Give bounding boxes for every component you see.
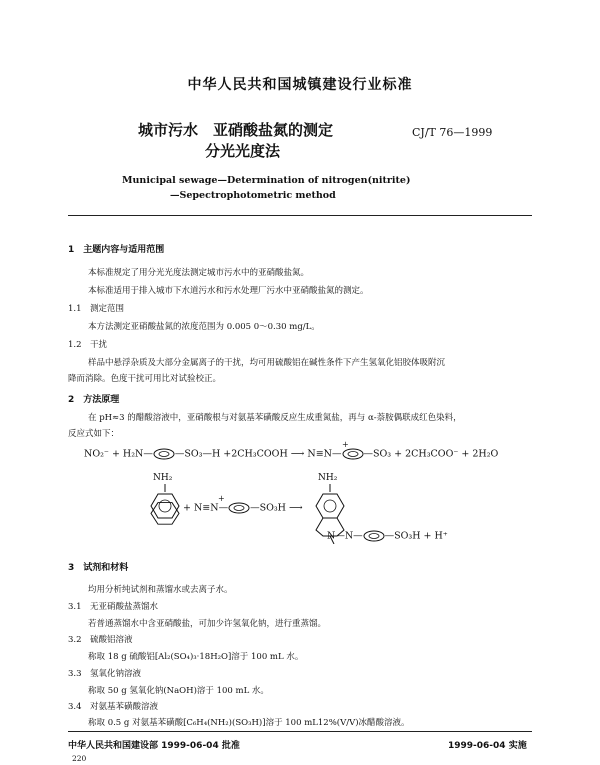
english-title-line2: —Sepectrophotometric method <box>170 190 336 201</box>
section-3-paragraph: 均用分析纯试剂和蒸馏水或去离子水。 <box>88 585 233 595</box>
reaction-equation-2-product <box>327 530 448 542</box>
section-3-4-paragraph: 称取 0.5 g 对氨基苯磺酸[C₆H₄(NH₂)(SO₃H)]溶于 100 mL12%(V/V)冰醋酸溶液。 <box>88 718 410 728</box>
section-1-paragraph-1: 本标准规定了用分光光度法测定城市污水中的亚硝酸盐氮。 <box>88 268 310 278</box>
eq1-right: —SO₃ + 2CH₃COO⁻ + 2H₂O <box>363 448 499 460</box>
eq2-so3h: —SO₃H ⟶ <box>250 502 303 514</box>
standard-code: CJ/T 76—1999 <box>412 126 493 139</box>
reaction-equation-1 <box>84 448 498 464</box>
section-1-1-heading: 1.1 测定范围 <box>68 304 125 314</box>
section-3-4-heading: 3.4 对氨基苯磺酸溶液 <box>68 702 159 712</box>
benzene-ring-icon <box>228 502 250 514</box>
issuing-org: 中华人民共和国城镇建设行业标准 <box>187 77 413 93</box>
eq2-product-azo: N—N— <box>327 530 363 542</box>
section-3-heading: 3 试剂和材料 <box>68 563 129 573</box>
english-title-line1: Municipal sewage—Determination of nitrogen(nitrite) <box>122 175 411 186</box>
section-1-heading: 1 主题内容与适用范围 <box>68 245 165 255</box>
section-1-paragraph-2: 本标准适用于排入城市下水道污水和污水处理厂污水中亚硝酸盐氮的测定。 <box>88 286 369 296</box>
footer-divider <box>68 731 532 732</box>
section-1-2-paragraph-2: 降而消除。色度干扰可用比对试验校正。 <box>68 374 222 384</box>
nh2-label-product: NH₂ <box>318 473 338 483</box>
eq2-product-end: —SO₃H + H⁺ <box>384 530 448 542</box>
reaction-equation-2 <box>183 502 303 514</box>
eq1-left: NO₂⁻ + H₂N— <box>84 448 153 460</box>
section-2-heading: 2 方法原理 <box>68 395 120 405</box>
section-2-paragraph-2: 反应式如下： <box>68 429 120 439</box>
benzene-ring-icon <box>363 530 385 542</box>
section-3-1-heading: 3.1 无亚硝酸盐蒸馏水 <box>68 602 159 612</box>
footer-approval: 中华人民共和国建设部 1999-06-04 批准 <box>68 741 240 751</box>
page-number: 220 <box>72 754 87 763</box>
nh2-label-reactant: NH₂ <box>153 473 173 483</box>
section-3-2-heading: 3.2 硫酸铝溶液 <box>68 635 133 645</box>
doc-title-line1: 城市污水 亚硝酸盐氮的测定 <box>138 121 334 139</box>
section-3-3-heading: 3.3 氢氧化钠溶液 <box>68 669 142 679</box>
eq2-diazonium-charge: + <box>218 494 225 503</box>
section-3-3-paragraph: 称取 50 g 氢氧化钠(NaOH)溶于 100 mL 水。 <box>88 686 269 696</box>
eq2-plus: + N≡N— <box>183 502 229 514</box>
section-1-2-heading: 1.2 干扰 <box>68 340 108 350</box>
eq1-middle: —SO₃—H +2CH₃COOH ⟶ N≡N— <box>174 448 342 460</box>
eq1-diazonium-charge: + <box>342 440 349 449</box>
section-1-2-paragraph-1: 样品中悬浮杂质及大部分金属离子的干扰，均可用硫酸铝在碱性条件下产生氢氧化铝胶体吸附沉 <box>88 358 446 368</box>
section-2-paragraph-1: 在 pH≈3 的醋酸溶液中，亚硝酸根与对氨基苯磺酸反应生成重氮盐，再与 α-萘胺偶联成红色染料， <box>88 413 462 423</box>
doc-title-line2: 分光光度法 <box>205 142 281 160</box>
section-1-1-paragraph: 本方法测定亚硝酸盐氮的浓度范围为 0.005 0～0.30 mg/L。 <box>88 322 320 332</box>
footer-implementation-date: 1999-06-04 实施 <box>448 741 527 751</box>
naphthylamine-structure-icon <box>145 484 185 534</box>
header-divider <box>68 215 532 216</box>
benzene-ring-icon <box>342 448 364 460</box>
section-3-2-paragraph: 称取 18 g 硫酸铝[Al₂(SO₄)₃·18H₂O]溶于 100 mL 水。 <box>88 652 304 662</box>
section-3-1-paragraph: 若普通蒸馏水中含亚硝酸盐，可加少许氢氧化钠，进行重蒸馏。 <box>88 619 327 629</box>
benzene-ring-icon <box>153 448 175 460</box>
